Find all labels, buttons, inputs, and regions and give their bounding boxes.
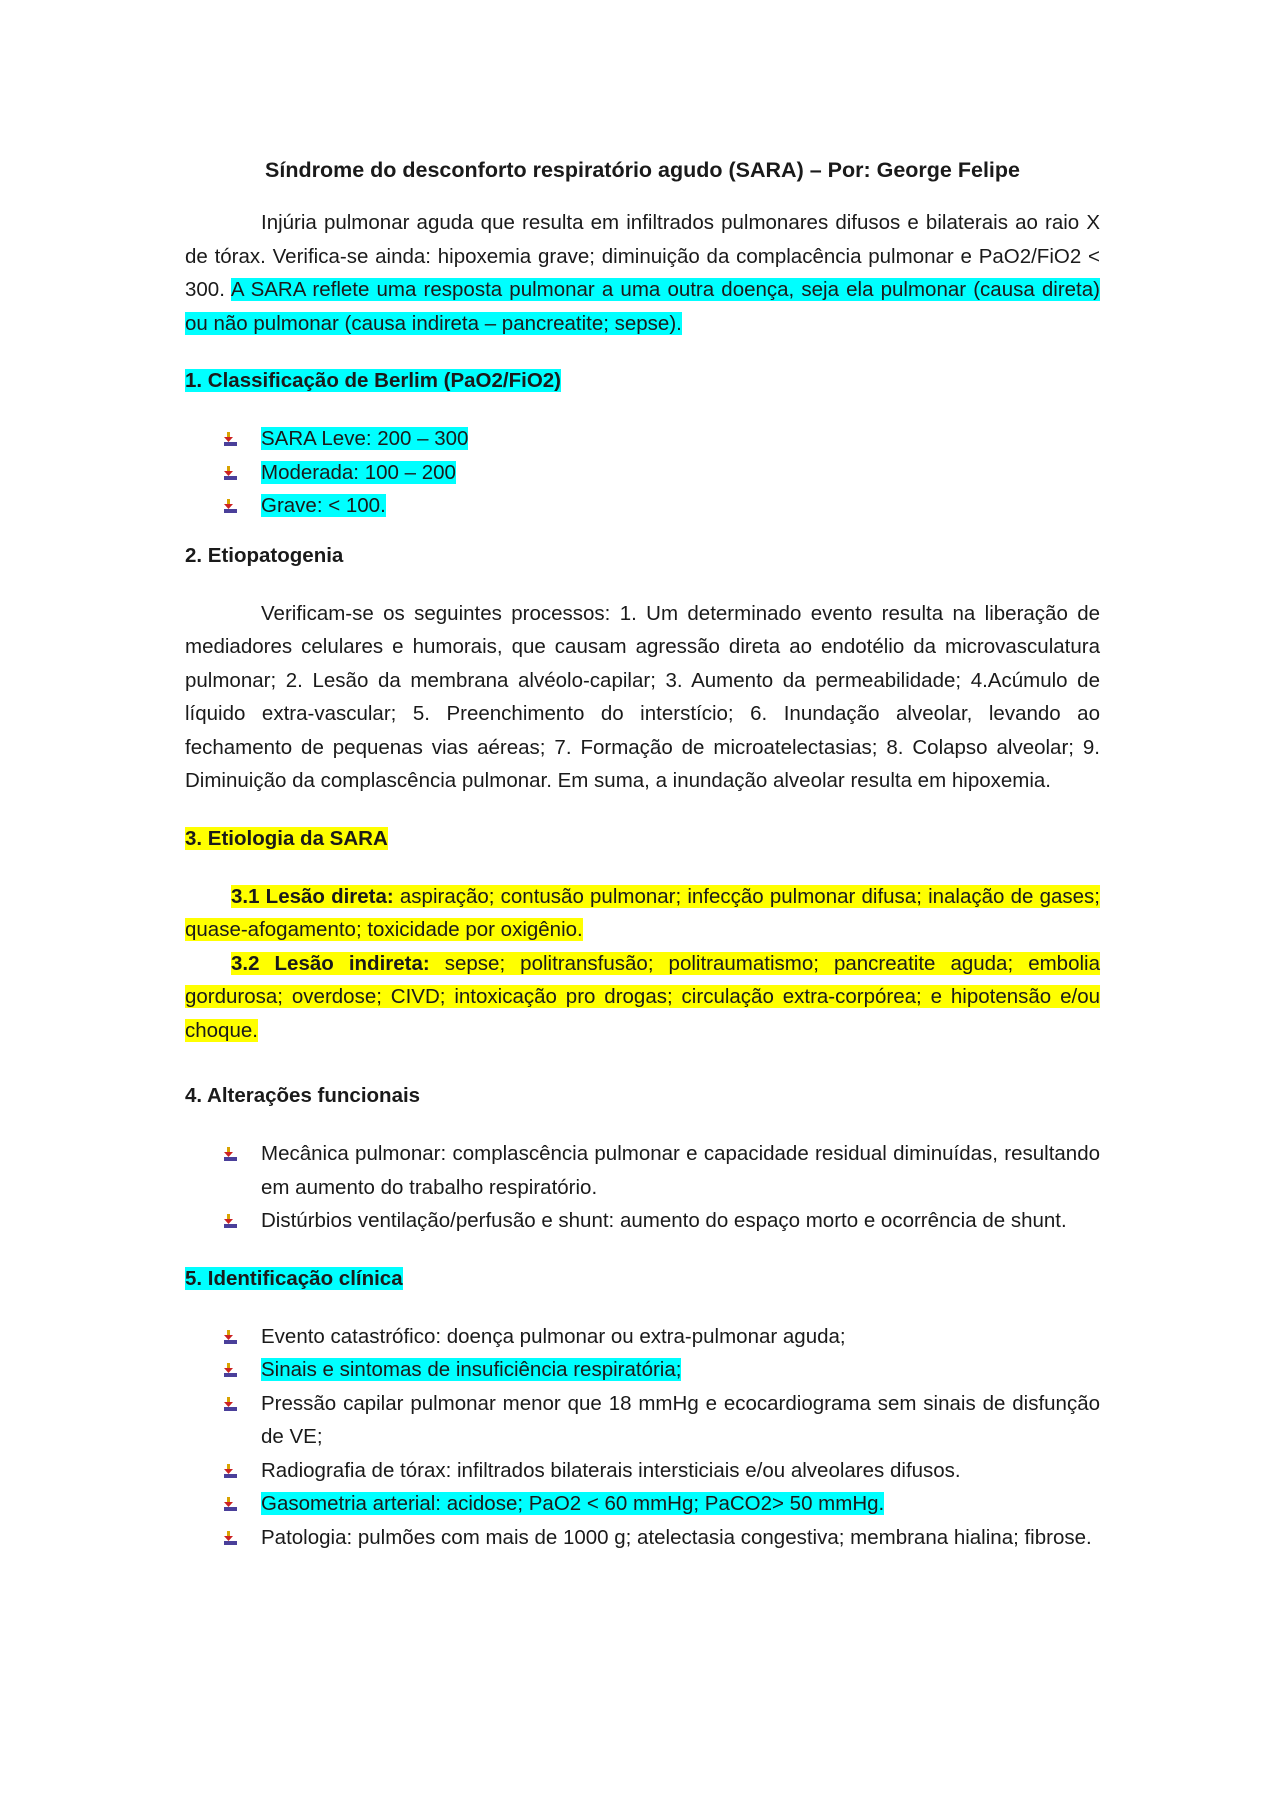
list-item: Gasometria arterial: acidose; PaO2 < 60 mmHg; PaCO2> 50 mmHg. (185, 1487, 1100, 1521)
list-item: Pressão capilar pulmonar menor que 18 mmHg e ecocardiograma sem sinais de disfunção de VE; (185, 1387, 1100, 1454)
intro-highlight: A SARA reflete uma resposta pulmonar a uma outra doença, seja ela pulmonar (causa direta) ou não pulmonar (causa indireta – pancreatite; sepse). (185, 278, 1100, 335)
arrow-bullet-icon (223, 499, 237, 513)
arrow-bullet-icon (223, 1531, 237, 1545)
section4-heading: 4. Alterações funcionais (185, 1084, 421, 1107)
arrow-bullet-icon (223, 1147, 237, 1161)
arrow-bullet-icon (223, 432, 237, 446)
section5-list (185, 1320, 1100, 1555)
section3-indirect (185, 947, 1100, 1048)
section5-heading: 5. Identificação clínica (185, 1266, 403, 1290)
arrow-bullet-icon (223, 1330, 237, 1344)
list-item: SARA Leve: 200 – 300 (185, 422, 1100, 456)
list-item: Evento catastrófico: doença pulmonar ou extra-pulmonar aguda; (185, 1320, 1100, 1354)
list-item: Patologia: pulmões com mais de 1000 g; atelectasia congestiva; membrana hialina; fibrose. (185, 1521, 1100, 1555)
section1-heading: 1. Classificação de Berlim (PaO2/FiO2) (185, 369, 561, 392)
arrow-bullet-icon (223, 1214, 237, 1228)
arrow-bullet-icon (223, 1363, 237, 1377)
section3-direct (185, 880, 1100, 947)
indirect-label: 3.2 Lesão indireta: (231, 951, 430, 975)
section2-heading: 2. Etiopatogenia (185, 543, 344, 567)
list-item: Mecânica pulmonar: complascência pulmonar e capacidade residual diminuídas, resultando em aumento do trabalho respiratório. (185, 1137, 1100, 1204)
section1-list (185, 422, 1100, 523)
intro-paragraph (185, 206, 1100, 340)
list-item: Grave: < 100. (185, 489, 1100, 523)
arrow-bullet-icon (223, 1397, 237, 1411)
section2-paragraph: Verificam-se os seguintes processos: 1. Um determinado evento resulta na liberação de mediadores celulares e humorais, que causam agressão direta ao endotélio da microvasculatura pulmonar; 2. Lesão da membrana alvéolo-capilar; 3. Aumento da permeabilidade; 4.Acúmulo de líquido extra-vascular; 5. Preenchimento do interstício; 6. Inundação alveolar, levando ao fechamento de pequenas vias aéreas; 7. Formação de microatelectasias; 8. Colapso alveolar; 9. Diminuição da complascência pulmonar. Em suma, a inundação alveolar resulta em hipoxemia. (185, 601, 1100, 792)
document-page (185, 152, 1100, 1554)
section4-list (185, 1137, 1100, 1238)
list-item: Sinais e sintomas de insuficiência respiratória; (185, 1353, 1100, 1387)
indirect-text: sepse; politransfusão; politraumatismo; pancreatite aguda; embolia gordurosa; overdose; CIVD; intoxicação pro drogas; circulação extra-corpórea; e hipotensão e/ou choque. (185, 951, 1100, 1042)
list-item: Moderada: 100 – 200 (185, 456, 1100, 490)
direct-label: 3.1 Lesão direta: (231, 884, 394, 908)
list-item: Radiografia de tórax: infiltrados bilaterais intersticiais e/ou alveolares difusos. (185, 1454, 1100, 1488)
arrow-bullet-icon (223, 1497, 237, 1511)
document-title: Síndrome do desconforto respiratório agudo (SARA) – Por: George Felipe (265, 158, 1020, 182)
direct-text: aspiração; contusão pulmonar; infecção pulmonar difusa; inalação de gases; quase-afogamento; toxicidade por oxigênio. (185, 884, 1100, 941)
intro-text: Injúria pulmonar aguda que resulta em infiltrados pulmonares difusos e bilaterais ao raio X de tórax. Verifica-se ainda: hipoxemia grave; diminuição da complacência pulmonar e PaO2/FiO2 < 300. (185, 211, 1100, 301)
arrow-bullet-icon (223, 1464, 237, 1478)
arrow-bullet-icon (223, 466, 237, 480)
section3-heading: 3. Etiologia da SARA (185, 826, 388, 850)
list-item: Distúrbios ventilação/perfusão e shunt: aumento do espaço morto e ocorrência de shunt. (185, 1204, 1100, 1238)
